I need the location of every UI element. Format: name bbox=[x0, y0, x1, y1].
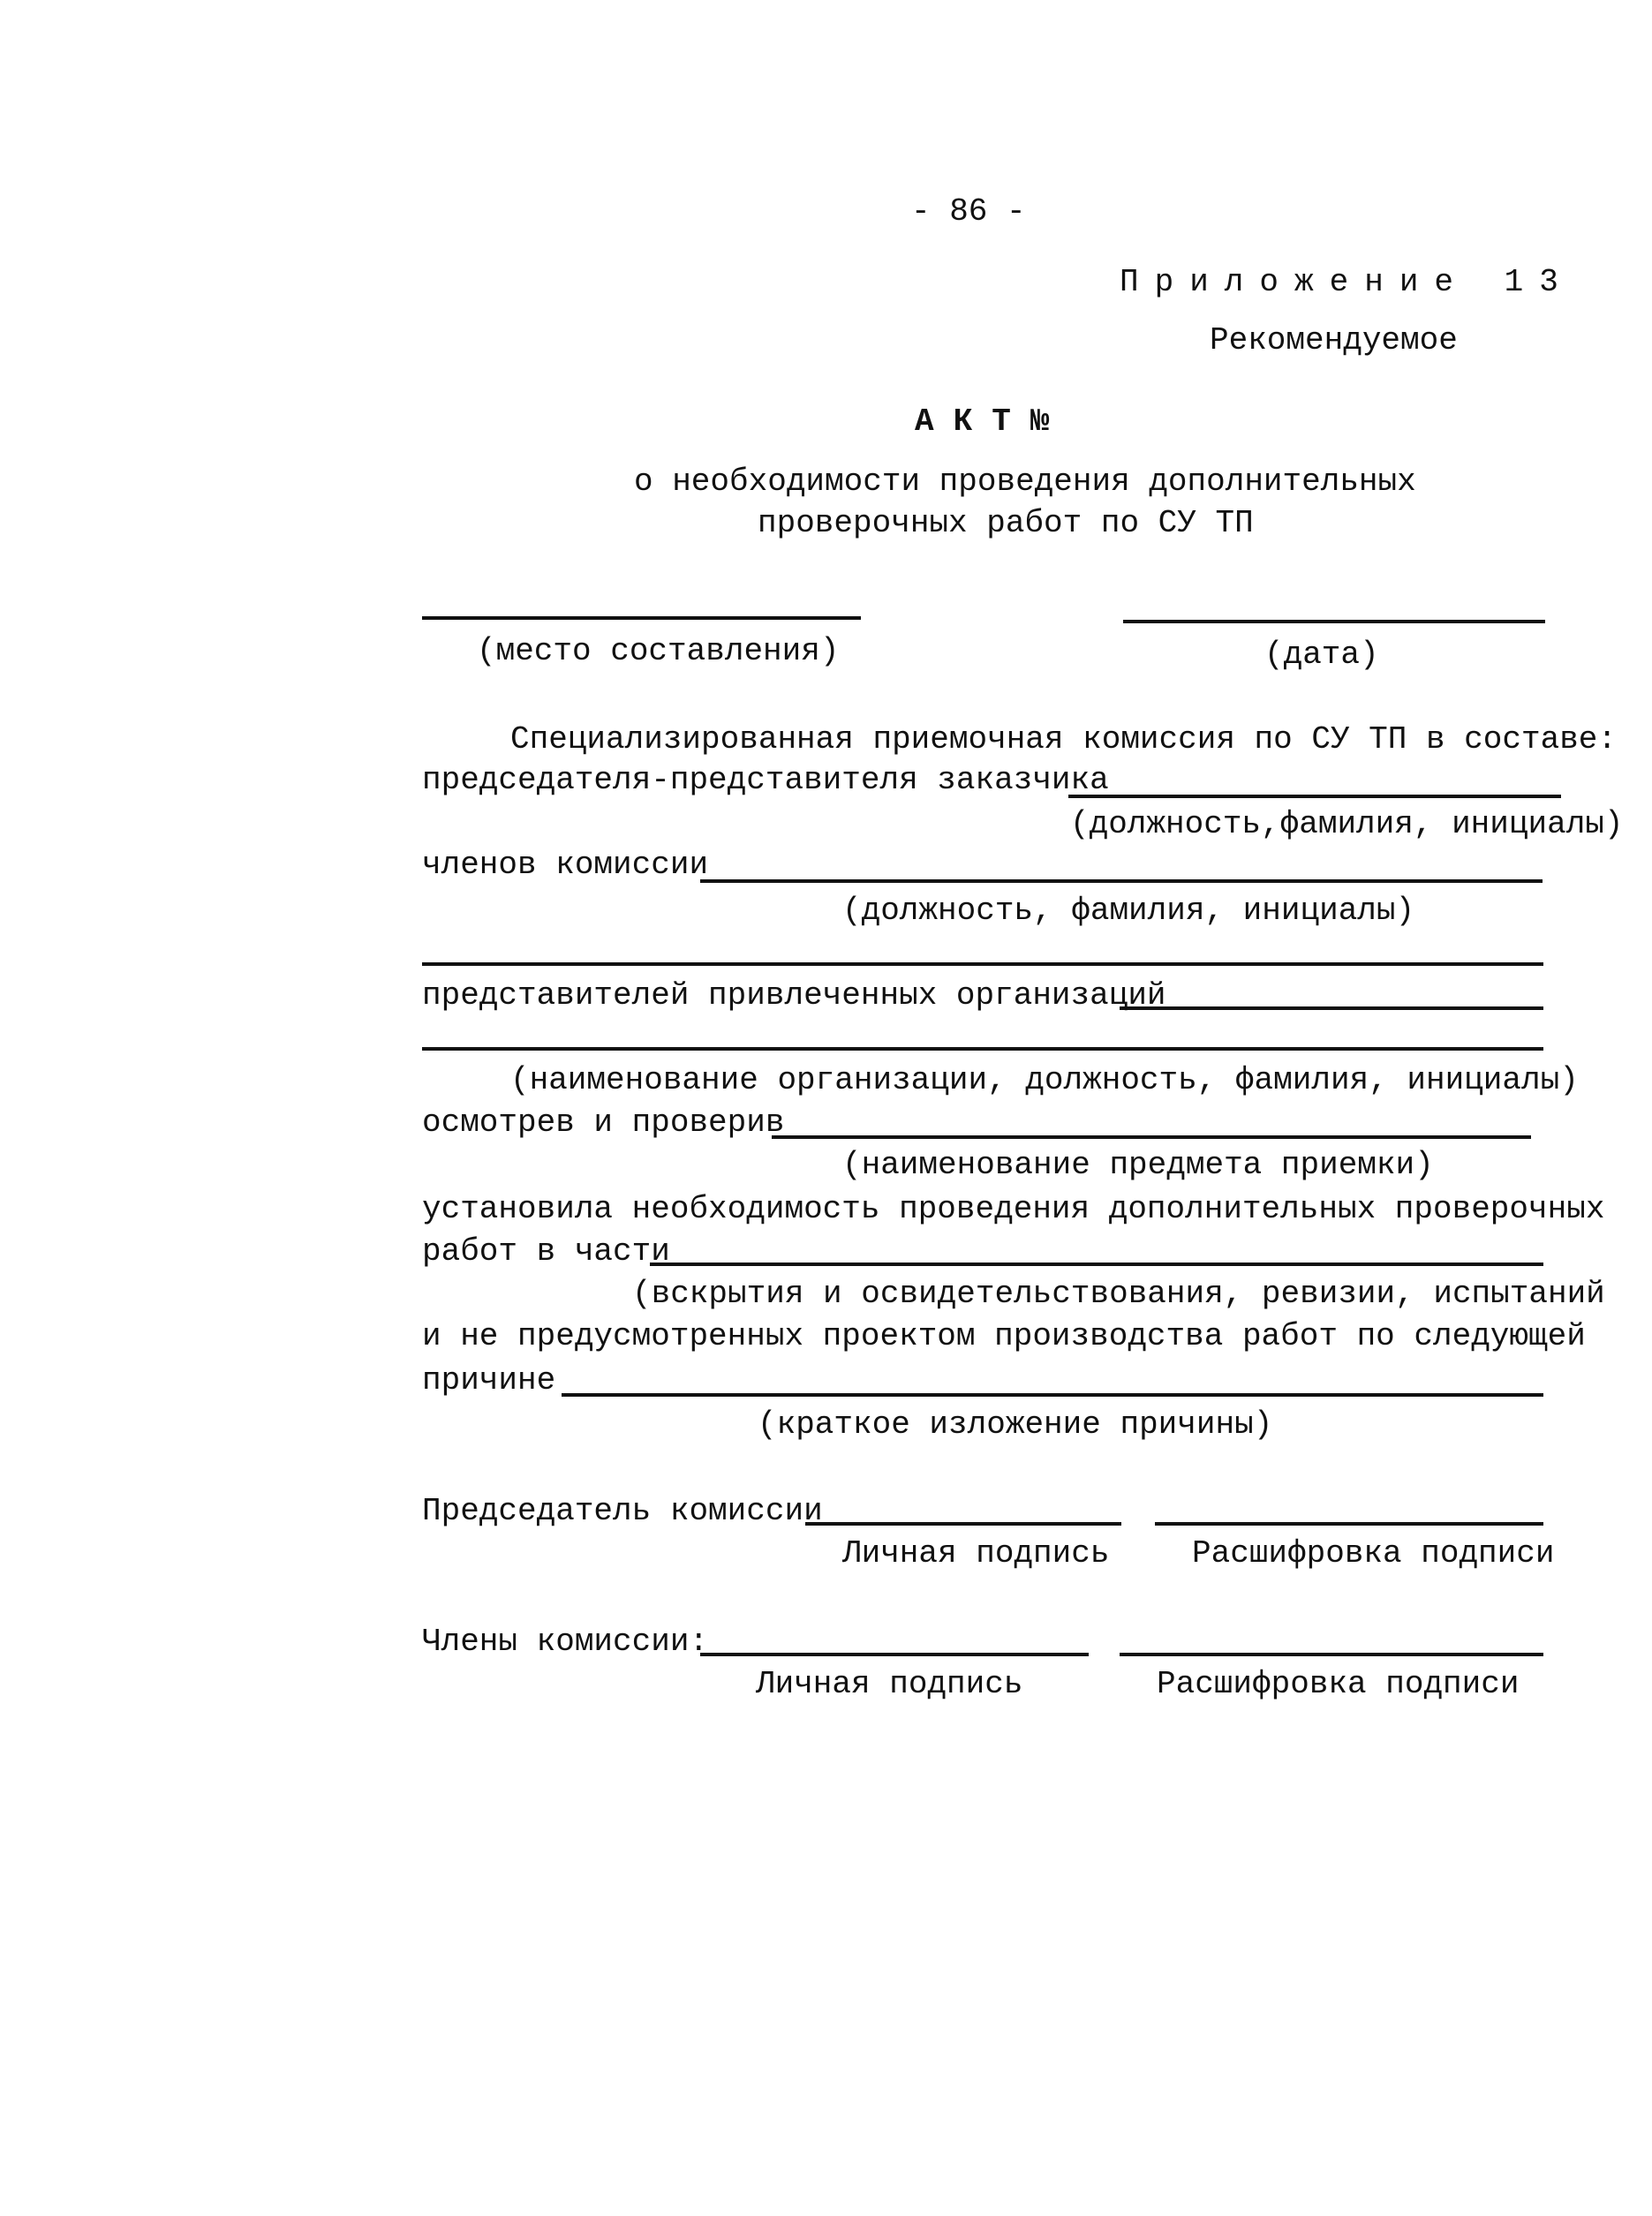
recommended-label: Рекомендуемое bbox=[1210, 322, 1458, 358]
orgs-extra-line[interactable] bbox=[422, 1047, 1543, 1051]
reason-field-hint: (краткое изложение причины) bbox=[758, 1406, 1273, 1443]
inspected-field-hint: (наименование предмета приемки) bbox=[842, 1147, 1434, 1183]
not-provided-text: и не предусмотренных проектом производства работ по следующей bbox=[422, 1318, 1586, 1354]
act-title: АКТ№ bbox=[915, 403, 1069, 440]
orgs-field-label: представителей привлеченных организаций bbox=[422, 977, 1166, 1014]
chairman-field-line[interactable] bbox=[1068, 795, 1561, 798]
reason-field-line[interactable] bbox=[562, 1393, 1543, 1397]
members-field-line[interactable] bbox=[700, 879, 1543, 883]
members-signature-label: Члены комиссии: bbox=[422, 1624, 709, 1660]
chairman-decode-line[interactable] bbox=[1155, 1522, 1543, 1526]
members-decode-hint: Расшифровка подписи bbox=[1157, 1666, 1520, 1702]
members-field-label: членов комиссии bbox=[422, 847, 709, 883]
orgs-field-line[interactable] bbox=[1120, 1006, 1543, 1010]
established-text: установила необходимость проведения дополнительных проверочных bbox=[422, 1191, 1605, 1227]
works-field-label: работ в части bbox=[422, 1233, 670, 1270]
act-subtitle-line2: проверочных работ по СУ ТП bbox=[758, 505, 1254, 541]
chairman-signature-line[interactable] bbox=[805, 1522, 1121, 1526]
members-extra-line[interactable] bbox=[422, 962, 1543, 966]
members-field-hint: (должность, фамилия, инициалы) bbox=[842, 893, 1415, 929]
chairman-field-hint: (должность,фамилия, инициалы) bbox=[1070, 806, 1624, 842]
appendix-label: Приложение 13 bbox=[1120, 264, 1574, 300]
members-signature-line[interactable] bbox=[700, 1653, 1089, 1656]
orgs-field-hint: (наименование организации, должность, фамилия, инициалы) bbox=[510, 1062, 1579, 1098]
chairman-field-label: председателя-представителя заказчика bbox=[422, 762, 1109, 798]
intro-text: Специализированная приемочная комиссия по СУ ТП в составе: bbox=[510, 721, 1618, 758]
chairman-signature-label: Председатель комиссии bbox=[422, 1493, 823, 1529]
place-blank-line[interactable] bbox=[422, 616, 861, 620]
act-subtitle-line1: о необходимости проведения дополнительных bbox=[634, 464, 1416, 500]
chairman-decode-hint: Расшифровка подписи bbox=[1192, 1535, 1555, 1572]
members-decode-line[interactable] bbox=[1120, 1653, 1543, 1656]
place-hint: (место составления) bbox=[477, 633, 840, 669]
date-blank-line[interactable] bbox=[1123, 620, 1545, 623]
works-field-hint: (вскрытия и освидетельствования, ревизии, испытаний bbox=[632, 1276, 1605, 1312]
inspected-field-label: осмотрев и проверив bbox=[422, 1104, 785, 1141]
chairman-signature-hint: Личная подпись bbox=[842, 1535, 1110, 1572]
members-signature-hint: Личная подпись bbox=[756, 1666, 1023, 1702]
date-hint: (дата) bbox=[1264, 637, 1379, 673]
reason-field-label: причине bbox=[422, 1362, 556, 1398]
works-field-line[interactable] bbox=[650, 1263, 1543, 1266]
inspected-field-line[interactable] bbox=[772, 1135, 1531, 1139]
page-number: - 86 - bbox=[911, 193, 1026, 230]
